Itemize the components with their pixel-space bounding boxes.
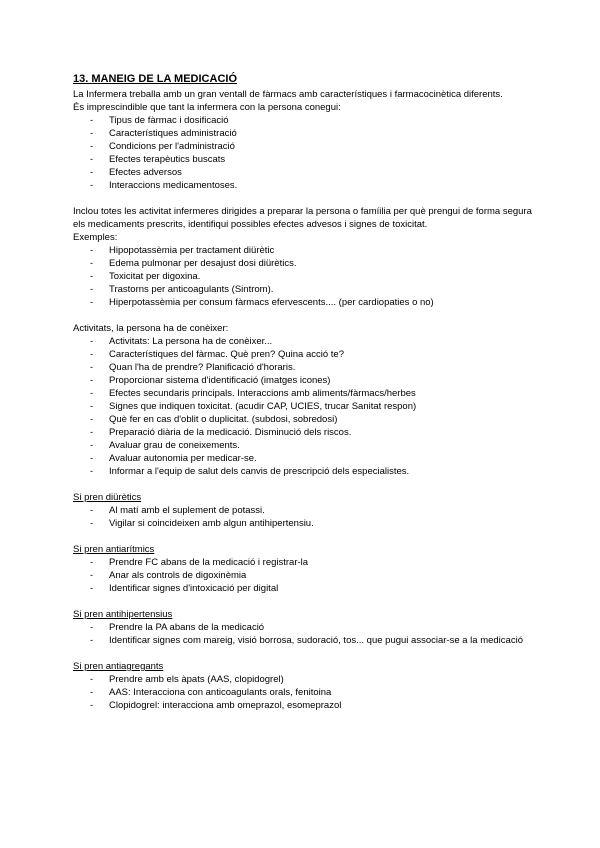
list-item: - Al matí amb el suplement de potassi. (73, 504, 533, 517)
activities-intro-paragraph: Inclou totes les activitat infermeres dirigides a preparar la persona o famíilia per què prengui de forma segura els medicaments prescrits, identifiqui possibles efectes advesos i signes de toxicitat. (73, 206, 532, 230)
spacer (73, 309, 533, 322)
diuretics-list (73, 504, 533, 530)
list-item: - Preparació diària de la medicació. Disminució dels riscos. (73, 426, 533, 439)
list-item: - Identificar signes d'intoxicació per digital (73, 582, 533, 595)
list-item: - Tipus de fàrmac i dosificació (73, 114, 533, 127)
list-item: - Efectes adversos (73, 166, 533, 179)
list-item: - Vigilar si coincideixen amb algun antihipertensiu. (73, 517, 533, 530)
section-heading-antiarrhythmics: Si pren antiarítmics (73, 544, 155, 555)
list-item: - Quan l'ha de prendre? Planificació d'horaris. (73, 361, 533, 374)
antiplatelets-list (73, 673, 533, 712)
examples-label: Exemples: (73, 232, 118, 243)
section-heading-antiplatelets: Si pren antiagregants (73, 661, 164, 672)
spacer (73, 478, 533, 491)
intro-paragraph: La Infermera treballa amb un gran ventall de fàrmacs amb característiques i farmacocinètica diferents. (73, 89, 503, 100)
spacer (73, 530, 533, 543)
spacer (73, 595, 533, 608)
list-item: - Anar als controls de digoxinèmia (73, 569, 533, 582)
list-item: - Què fer en cas d'oblit o duplicitat. (subdosi, sobredosi) (73, 413, 533, 426)
antihypertensives-list (73, 621, 533, 647)
list-item: - Condicions per l'administració (73, 140, 533, 153)
list-item: - Avaluar autonomia per medicar-se. (73, 452, 533, 465)
list-item: - Efectes secundaris principals. Interaccions amb aliments/fàrmacs/herbes (73, 387, 533, 400)
intro-paragraph: És imprescindible que tant la infermera con la persona conegui: (73, 102, 341, 113)
list-item: - Prendre FC abans de la medicació i registrar-la (73, 556, 533, 569)
list-item: - Informar a l'equip de salut dels canvis de prescripció dels especialistes. (73, 465, 533, 478)
activities-list (73, 335, 533, 478)
list-item: - Signes que indiquen toxicitat. (acudir CAP, UCIES, trucar Sanitat respon) (73, 400, 533, 413)
page-title: 13. MANEIG DE LA MEDICACIÓ (73, 73, 237, 85)
list-item: - Toxicitat per digoxina. (73, 270, 533, 283)
list-item: - Hiperpotassèmia per consum fàrmacs efervescents.... (per cardiopaties o no) (73, 296, 533, 309)
list-item: - Avaluar grau de coneixements. (73, 439, 533, 452)
list-item: - Clopidogrel: interacciona amb omeprazol, esomeprazol (73, 699, 533, 712)
list-item: - Característiques del fàrmac. Què pren? Quina acció te? (73, 348, 533, 361)
spacer (73, 647, 533, 660)
list-item: - Prendre amb els àpats (AAS, clopidogrel) (73, 673, 533, 686)
list-item: - Identificar signes com mareig, visió borrosa, sudoració, tos... que pugui associar-se a la medicació (73, 634, 533, 647)
document-content (73, 72, 533, 712)
list-item: - Prendre la PA abans de la medicació (73, 621, 533, 634)
list-item: - Efectes terapèutics buscats (73, 153, 533, 166)
list-item: - Edema pulmonar per desajust dosi diürètics. (73, 257, 533, 270)
examples-list (73, 244, 533, 309)
spacer (73, 192, 533, 205)
antiarrhythmics-list (73, 556, 533, 595)
list-item: - Activitats: La persona ha de conèixer... (73, 335, 533, 348)
section-heading-diuretics: Si pren diürètics (73, 492, 142, 503)
section-heading-antihypertensives: Si pren antihipertensius (73, 609, 173, 620)
list-item: - Interaccions medicamentoses. (73, 179, 533, 192)
list-item: - Proporcionar sistema d'identificació (imatges icones) (73, 374, 533, 387)
knowledge-list (73, 114, 533, 192)
list-item: - Trastorns per anticoagulants (Sintrom). (73, 283, 533, 296)
list-item: - Característiques administració (73, 127, 533, 140)
activities-heading: Activitats, la persona ha de conèixer: (73, 323, 229, 334)
list-item: - AAS: Interacciona con anticoagulants orals, fenitoina (73, 686, 533, 699)
list-item: - Hipopotassèmia per tractament diürètic (73, 244, 533, 257)
